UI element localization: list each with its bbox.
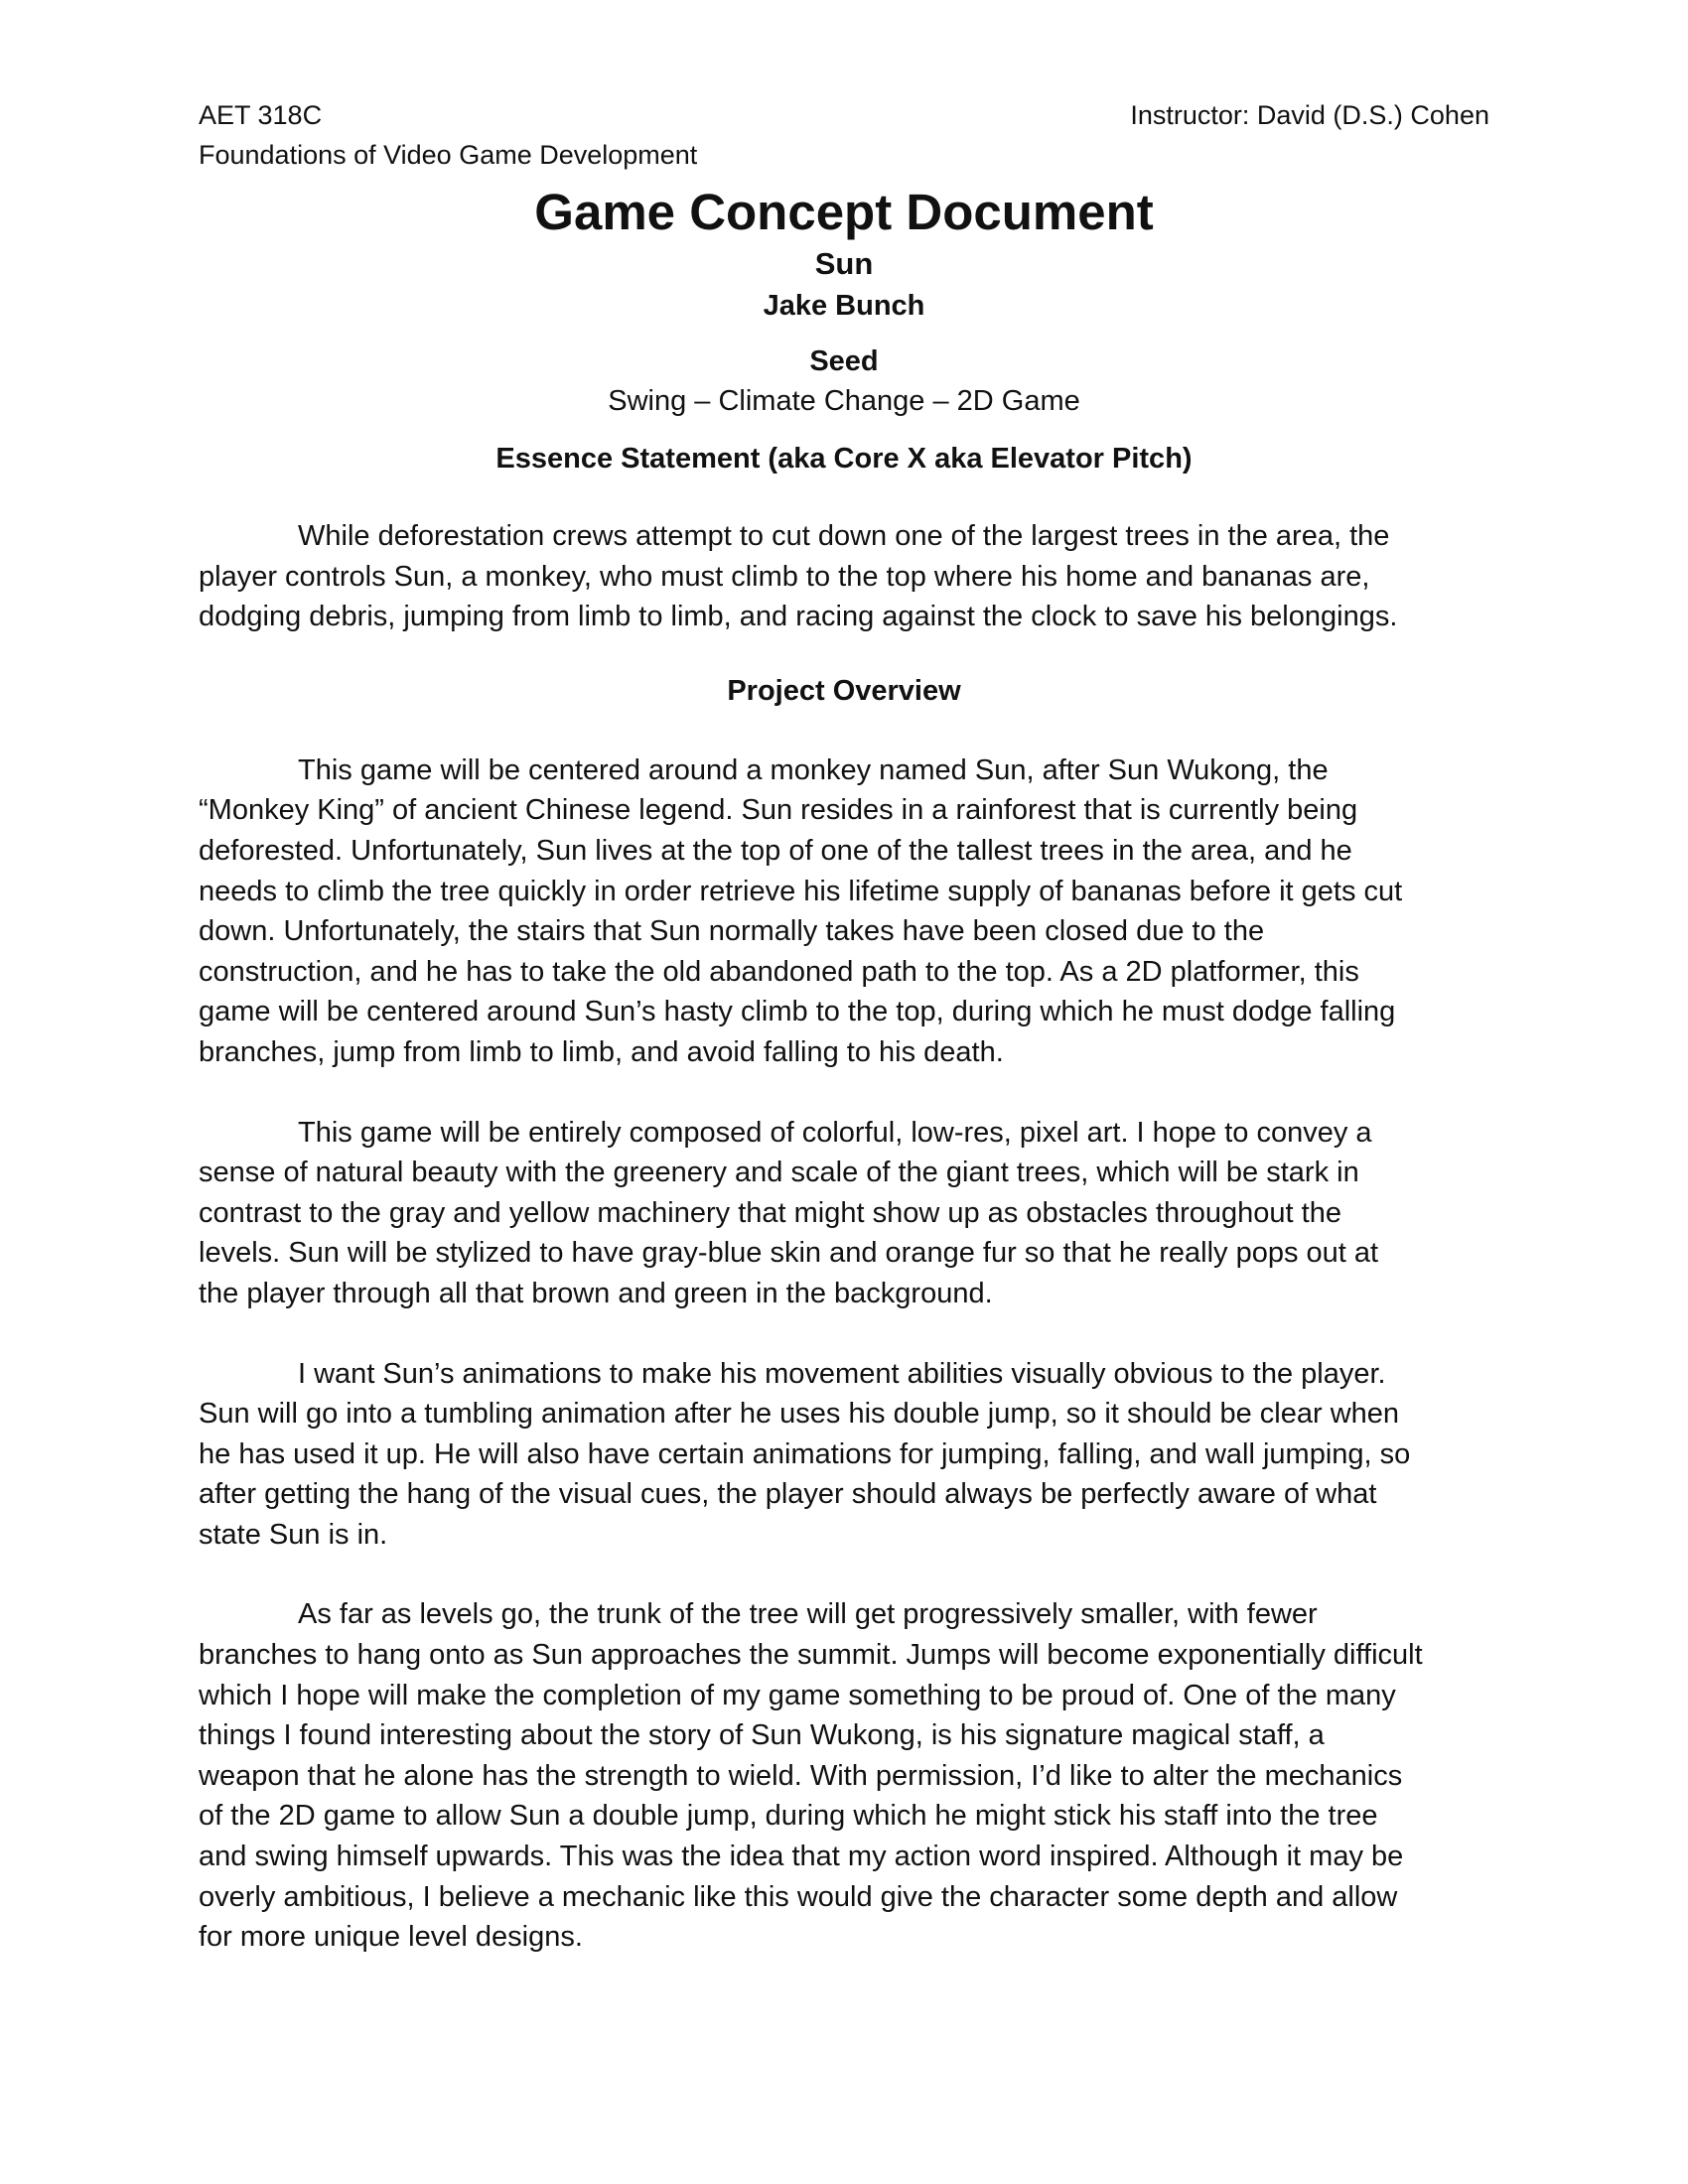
essence-line: While deforestation crews attempt to cut down one of the largest trees in the area, the — [298, 520, 1390, 552]
overview-line: after getting the hang of the visual cues, the player should always be perfectly aware of what — [199, 1478, 1377, 1511]
overview-line: This game will be entirely composed of colorful, low-res, pixel art. I hope to convey a — [298, 1116, 1372, 1149]
overview-line: needs to climb the tree quickly in order retrieve his lifetime supply of bananas before it gets cut — [199, 875, 1403, 907]
overview-line: down. Unfortunately, the stairs that Sun normally takes have been closed due to the — [199, 915, 1265, 948]
overview-line: the player through all that brown and green in the background. — [199, 1277, 993, 1309]
overview-line: This game will be centered around a monkey named Sun, after Sun Wukong, the — [298, 753, 1329, 786]
essence-line: player controls Sun, a monkey, who must climb to the top where his home and bananas are, — [199, 560, 1370, 593]
overview-line: As far as levels go, the trunk of the tree will get progressively smaller, with fewer — [298, 1598, 1318, 1631]
document-title: Game Concept Document — [534, 184, 1154, 240]
overview-line: contrast to the gray and yellow machinery that might show up as obstacles throughout the — [199, 1196, 1341, 1229]
overview-line: “Monkey King” of ancient Chinese legend. Sun resides in a rainforest that is currently being — [199, 794, 1358, 827]
overview-line: state Sun is in. — [199, 1518, 388, 1551]
overview-paragraph-2 — [199, 1113, 1489, 1314]
author-name: Jake Bunch — [763, 290, 925, 322]
overview-line: overly ambitious, I believe a mechanic like this would give the character some depth and allow — [199, 1880, 1398, 1913]
overview-line: he has used it up. He will also have certain animations for jumping, falling, and wall jumping, so — [199, 1437, 1411, 1470]
overview-paragraph-3 — [199, 1354, 1489, 1556]
overview-line: sense of natural beauty with the greenery and scale of the giant trees, which will be stark in — [199, 1157, 1359, 1189]
seed-heading: Seed — [809, 345, 879, 377]
overview-line: branches, jump from limb to limb, and avoid falling to his death. — [199, 1035, 1004, 1068]
overview-heading: Project Overview — [727, 674, 961, 707]
overview-line: game will be centered around Sun’s hasty climb to the top, during which he must dodge falling — [199, 996, 1396, 1028]
overview-line: deforested. Unfortunately, Sun lives at the top of one of the tallest trees in the area, and he — [199, 834, 1352, 867]
essence-paragraph — [199, 516, 1489, 637]
overview-line: which I hope will make the completion of my game something to be proud of. One of the many — [199, 1679, 1396, 1711]
course-code: AET 318C — [199, 100, 323, 130]
overview-line: Sun will go into a tumbling animation after he uses his double jump, so it should be clear when — [199, 1398, 1400, 1431]
overview-line: and swing himself upwards. This was the idea that my action word inspired. Although it may be — [199, 1841, 1404, 1873]
overview-line: branches to hang onto as Sun approaches the summit. Jumps will become exponentially difficult — [199, 1639, 1423, 1672]
header-row — [199, 95, 1489, 135]
overview-line: weapon that he alone has the strength to wield. With permission, I’d like to alter the mechanics — [199, 1759, 1403, 1792]
overview-paragraph-1 — [199, 751, 1489, 1073]
document-page — [199, 95, 1489, 1958]
essence-heading: Essence Statement (aka Core X aka Elevator Pitch) — [495, 443, 1193, 475]
overview-line: levels. Sun will be stylized to have gray-blue skin and orange fur so that he really pops out at — [199, 1237, 1379, 1270]
overview-line: things I found interesting about the story of Sun Wukong, is his signature magical staff, a — [199, 1719, 1325, 1752]
overview-paragraph-4 — [199, 1594, 1489, 1957]
overview-line: construction, and he has to take the old abandoned path to the top. As a 2D platformer, this — [199, 955, 1359, 988]
overview-line: of the 2D game to allow Sun a double jump, during which he might stick his staff into the tree — [199, 1800, 1378, 1833]
essence-line: dodging debris, jumping from limb to limb, and racing against the clock to save his belongings. — [199, 601, 1398, 633]
instructor-name: Instructor: David (D.S.) Cohen — [1130, 100, 1489, 130]
overview-line: I want Sun’s animations to make his movement abilities visually obvious to the player. — [298, 1357, 1386, 1390]
seed-text: Swing – Climate Change – 2D Game — [608, 385, 1080, 417]
course-name: Foundations of Video Game Development — [199, 140, 698, 170]
overview-line: for more unique level designs. — [199, 1921, 583, 1954]
game-name: Sun — [814, 246, 874, 281]
